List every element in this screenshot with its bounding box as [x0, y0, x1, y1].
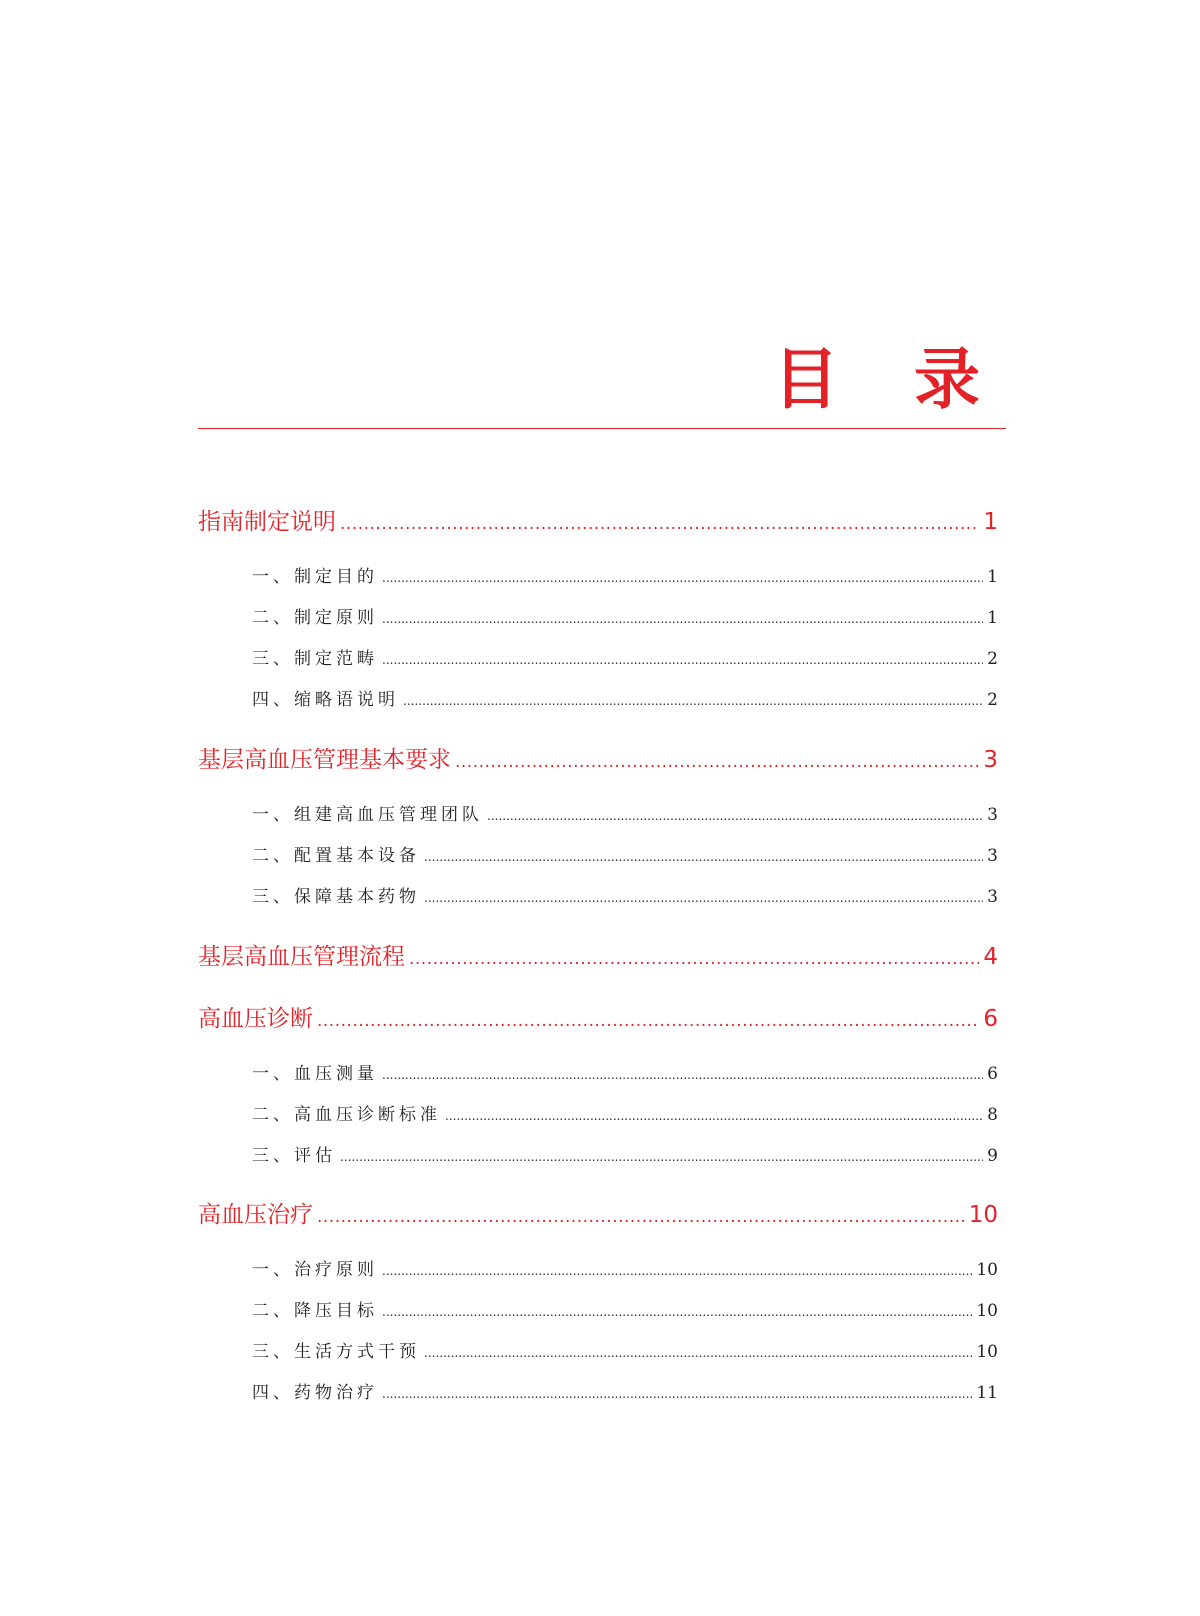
toc-entry-page: 3	[983, 747, 998, 773]
toc-section-entry[interactable]	[252, 565, 998, 589]
toc-entry-label: 基层高血压管理基本要求	[198, 747, 451, 773]
toc-entry-label: 基层高血压管理流程	[198, 944, 405, 970]
toc-section-entry[interactable]	[252, 1144, 998, 1168]
toc-leader-dots	[424, 845, 983, 869]
toc-entry-label: 四、缩略语说明	[252, 690, 399, 710]
toc-section-entry[interactable]	[252, 1258, 998, 1282]
toc-entry-label: 高血压诊断	[198, 1006, 313, 1032]
toc-entry-page: 10	[968, 1202, 998, 1228]
toc-leader-dots	[403, 689, 983, 713]
title-divider	[198, 428, 1006, 429]
toc-entry-page: 1	[983, 509, 998, 535]
toc-leader-dots	[382, 1063, 983, 1087]
toc-leader-dots	[382, 648, 983, 672]
toc-section-entry[interactable]	[252, 885, 998, 909]
toc-entry-page: 2	[987, 649, 998, 669]
toc-leader-dots	[382, 1300, 972, 1324]
toc-chapter-entry[interactable]	[198, 507, 998, 537]
toc-entry-label: 二、配置基本设备	[252, 846, 420, 866]
toc-leader-dots	[455, 747, 979, 777]
toc-leader-dots	[340, 1145, 983, 1169]
toc-entry-label: 二、降压目标	[252, 1301, 378, 1321]
toc-entry-label: 三、评估	[252, 1146, 336, 1166]
toc-entry-label: 三、保障基本药物	[252, 887, 420, 907]
toc-entry-label: 一、血压测量	[252, 1064, 378, 1084]
toc-entry-page: 6	[983, 1006, 998, 1032]
toc-leader-dots	[487, 804, 983, 828]
toc-entry-page: 10	[976, 1342, 998, 1362]
toc-section-entry[interactable]	[252, 1340, 998, 1364]
toc-entry-page: 10	[976, 1301, 998, 1321]
toc-entry-page: 3	[987, 805, 998, 825]
toc-leader-dots	[424, 886, 983, 910]
toc-section-entry[interactable]	[252, 647, 998, 671]
toc-leader-dots	[382, 1382, 972, 1406]
toc-entry-label: 三、生活方式干预	[252, 1342, 420, 1362]
toc-leader-dots	[382, 566, 983, 590]
toc-entry-label: 一、治疗原则	[252, 1260, 378, 1280]
toc-chapter-entry[interactable]	[198, 1004, 998, 1034]
toc-leader-dots	[317, 1202, 965, 1232]
toc-entry-label: 指南制定说明	[198, 509, 336, 535]
toc-entry-page: 4	[983, 944, 998, 970]
toc-entry-page: 2	[987, 690, 998, 710]
toc-section-entry[interactable]	[252, 844, 998, 868]
toc-entry-page: 8	[987, 1105, 998, 1125]
toc-leader-dots	[317, 1006, 979, 1036]
toc-leader-dots	[409, 944, 979, 974]
toc-entry-label: 一、制定目的	[252, 567, 378, 587]
toc-entry-label: 三、制定范畴	[252, 649, 378, 669]
toc-entry-page: 1	[987, 608, 998, 628]
toc-entry-label: 一、组建高血压管理团队	[252, 805, 483, 825]
toc-entry-page: 6	[987, 1064, 998, 1084]
toc-entry-page: 1	[987, 567, 998, 587]
toc-leader-dots	[382, 1259, 972, 1283]
toc-entry-label: 二、高血压诊断标准	[252, 1105, 441, 1125]
toc-entry-page: 3	[987, 887, 998, 907]
toc-leader-dots	[340, 509, 979, 539]
page-title: 目 录	[773, 341, 1006, 418]
toc-section-entry[interactable]	[252, 1381, 998, 1405]
toc-entry-page: 9	[987, 1146, 998, 1166]
toc-chapter-entry[interactable]	[198, 745, 998, 775]
toc-section-entry[interactable]	[252, 606, 998, 630]
toc-entry-page: 3	[987, 846, 998, 866]
toc-leader-dots	[382, 607, 983, 631]
toc-section-entry[interactable]	[252, 803, 998, 827]
toc-chapter-entry[interactable]	[198, 1200, 998, 1230]
toc-entry-page: 10	[976, 1260, 998, 1280]
toc-section-entry[interactable]	[252, 1299, 998, 1323]
toc-chapter-entry[interactable]	[198, 942, 998, 972]
toc-section-entry[interactable]	[252, 688, 998, 712]
toc-entry-label: 四、药物治疗	[252, 1383, 378, 1403]
toc-entry-label: 二、制定原则	[252, 608, 378, 628]
toc-entry-page: 11	[976, 1383, 998, 1403]
toc-leader-dots	[424, 1341, 972, 1365]
toc-section-entry[interactable]	[252, 1062, 998, 1086]
toc-section-entry[interactable]	[252, 1103, 998, 1127]
toc-leader-dots	[445, 1104, 983, 1128]
toc-entry-label: 高血压治疗	[198, 1202, 313, 1228]
